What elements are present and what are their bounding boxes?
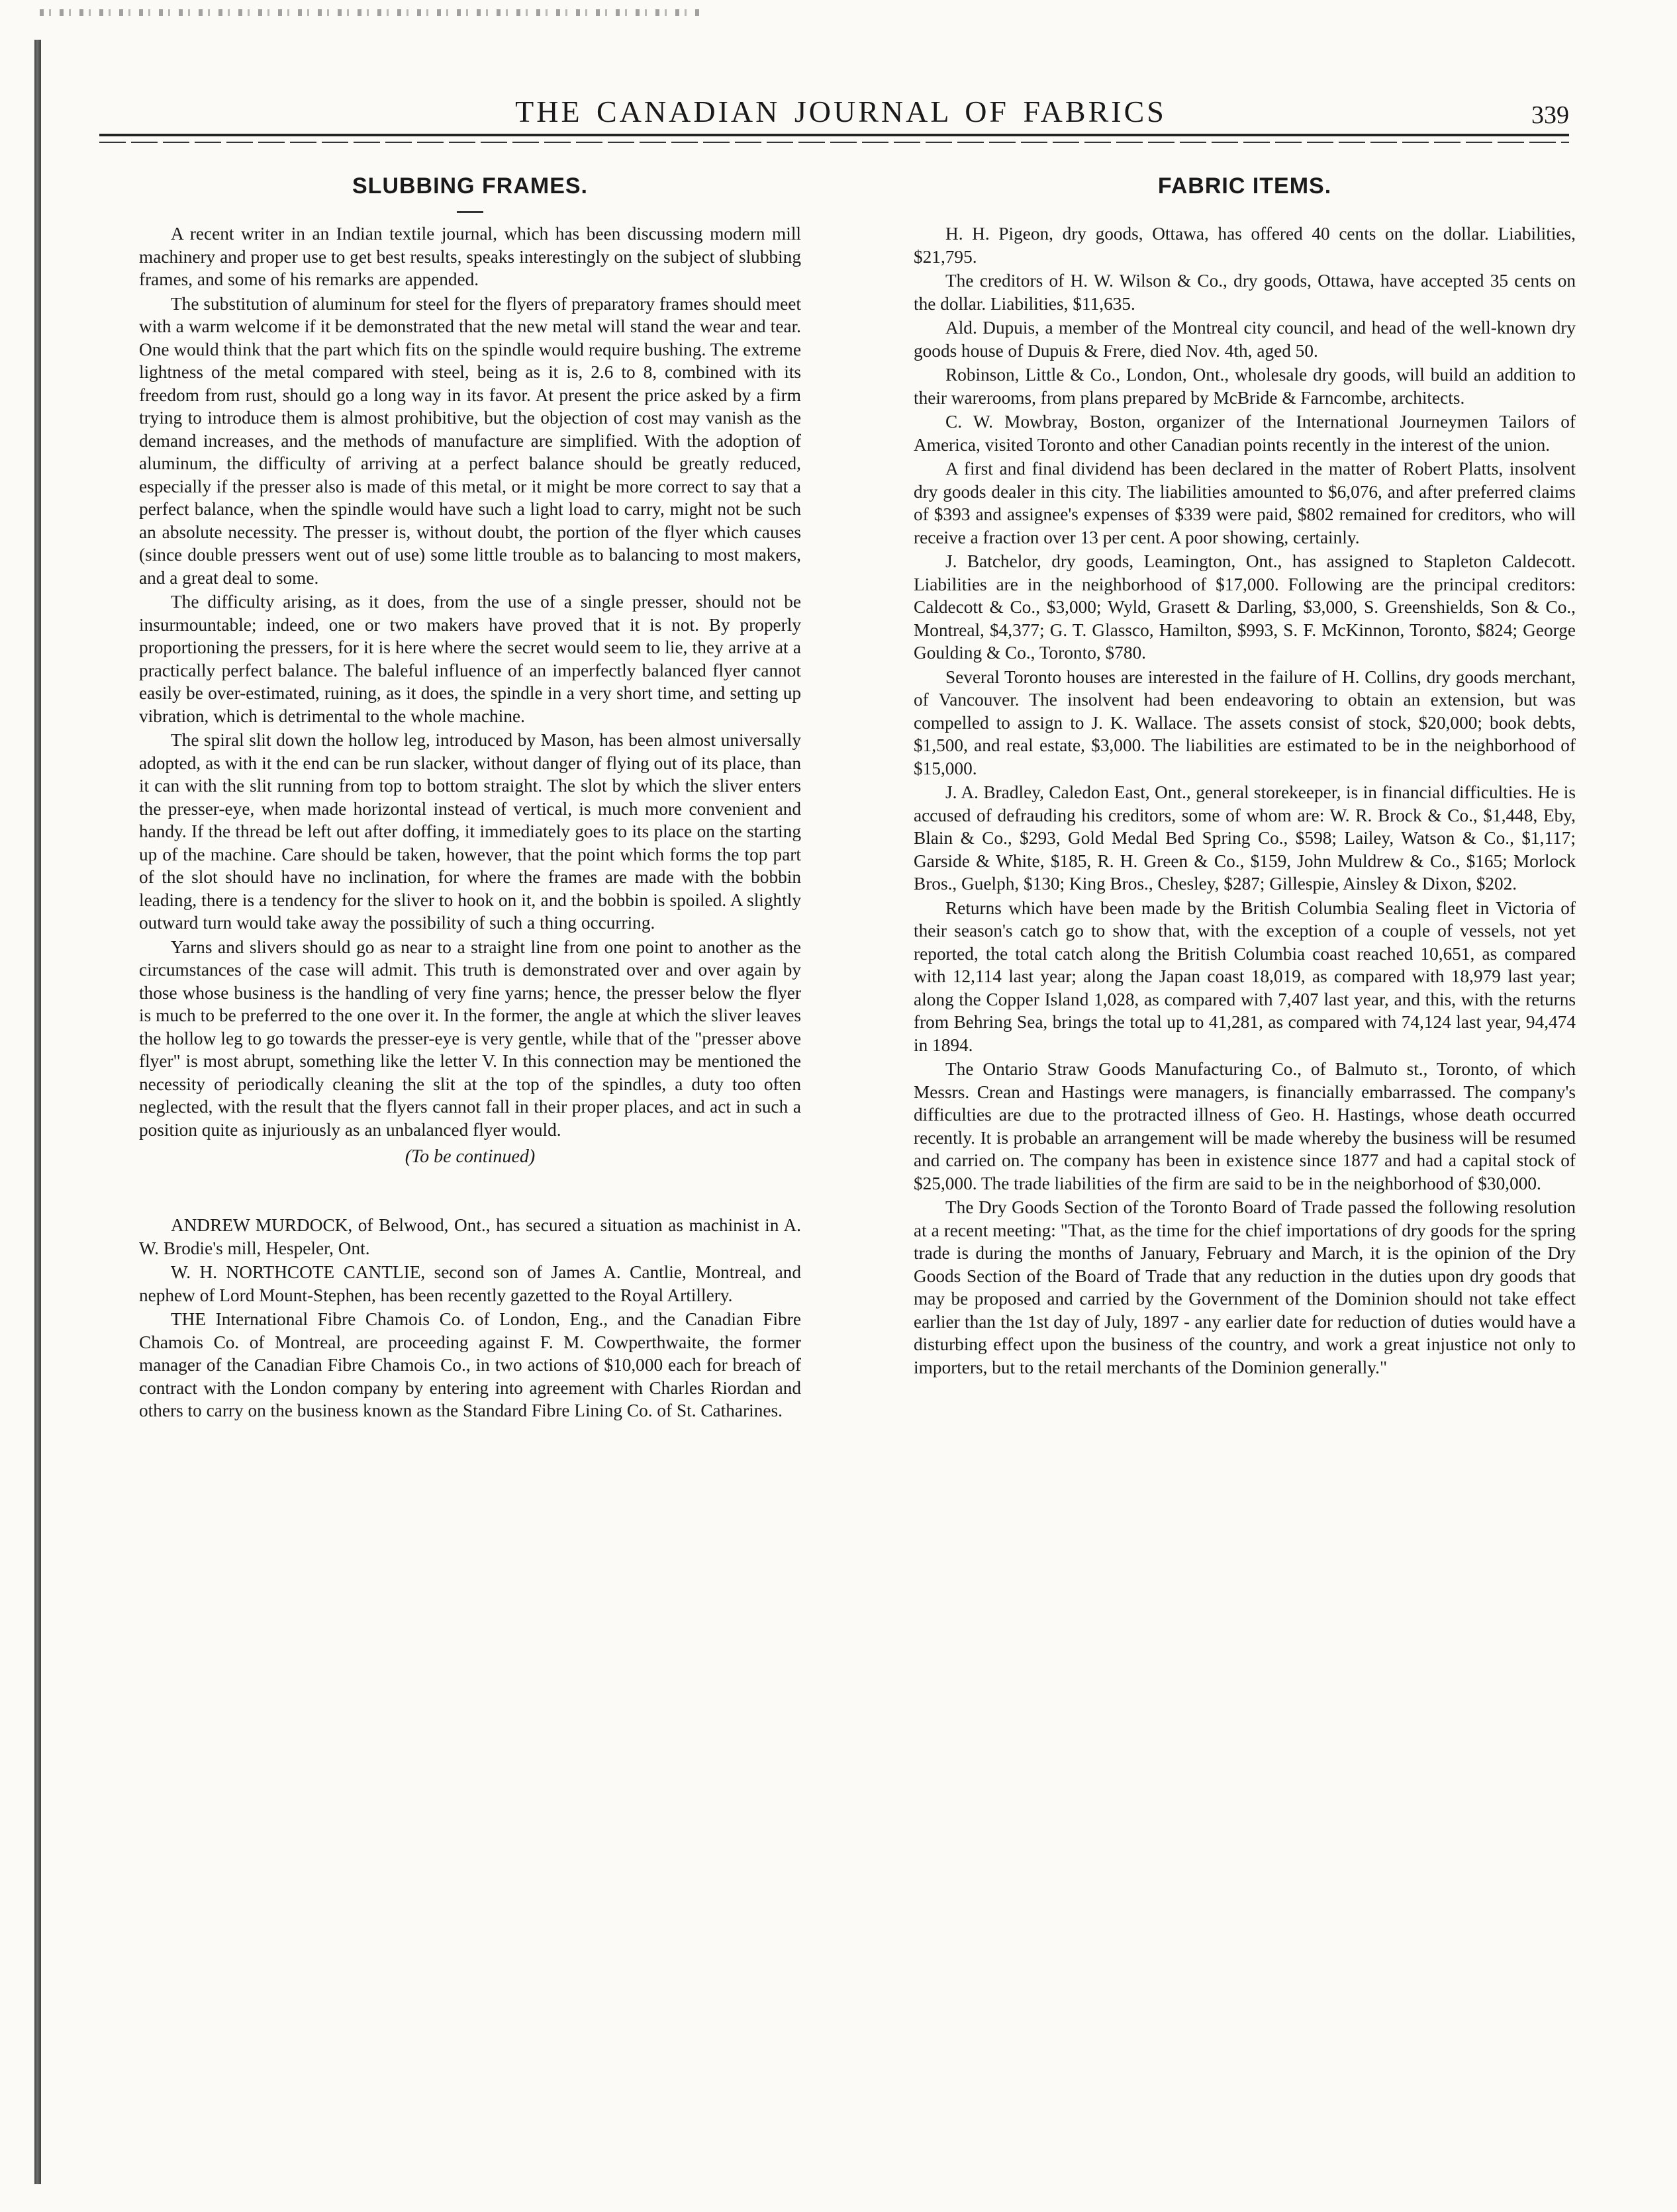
fabric-item: The creditors of H. W. Wilson & Co., dry goods, Ottawa, have accepted 35 cents on the dollar. Liabilities, $11,635. bbox=[914, 271, 1576, 314]
article-paragraph: The substitution of aluminum for steel for the flyers of preparatory frames should meet with a warm welcome if it be demonstrated that the new metal will stand the wear and tear. One would think that the part which fits on the spindle would require bushing. The extreme lightness of the metal compared with steel, being as it is, 2.6 to 8, combined with its freedom from rust, should go a long way in its favor. At present the price asked by a firm trying to introduce them is almost prohibitive, but the objection of cost may vanish as the demand increases, and the methods of manufacture are simplified. With the adoption of aluminum, the difficulty of arriving at a perfect balance should be greatly reduced, especially if the presser also is made of this metal, or it might be more correct to say that a perfect balance, when the spindle would have such a light load to carry, might not be such an absolute necessity. The presser is, without doubt, the portion of the flyer which causes (since double pressers went out of use) some little trouble as to balancing to most makers, and a great deal to some. bbox=[139, 293, 801, 588]
article-paragraph: The difficulty arising, as it does, from the use of a single presser, should not be insurmountable; indeed, one or two makers have proved that it is not. By properly proportioning the pressers, for it is here where the secret would seem to lie, they arrive at a practically perfect balance. The baleful influence of an imperfectly balanced flyer cannot easily be over-estimated, ruining, as it does, the spindle in a very short time, and setting up vibration, which is detrimental to the whole machine. bbox=[139, 592, 801, 726]
news-item bbox=[139, 1261, 801, 1307]
fabric-item: H. H. Pigeon, dry goods, Ottawa, has offered 40 cents on the dollar. Liabilities, $21,795. bbox=[914, 224, 1576, 267]
left-column bbox=[139, 173, 801, 1424]
article-heading: SLUBBING FRAMES. bbox=[352, 173, 588, 199]
fabric-item: The Dry Goods Section of the Toronto Board of Trade passed the following resolution at a recent meeting: "That, as the time for the chief importations of dry goods for the spring trade is during the months of January, February and March, it is the opinion of the Dry Goods Section of the Board of Trade that any reduction in the duties upon dry goods that may be proposed and carried by the Government of the Dominion should not take effect earlier than the 1st day of July, 1897 - any earlier date for reduction of duties would have a disturbing effect upon the business of the country, and work a great injustice not only to importers, but to the retail merchants of the Dominion generally." bbox=[914, 1197, 1576, 1377]
scan-noise bbox=[40, 9, 702, 16]
news-item-name: THE bbox=[171, 1309, 207, 1329]
header-rule-dashed bbox=[99, 142, 1569, 143]
fabric-item: J. A. Bradley, Caledon East, Ont., general storekeeper, is in financial difficulties. He is accused of defrauding his creditors, some of whom are: W. R. Brock & Co., $1,448, Eby, Blain & Co., $293, Gold Medal Bed Spring Co., $598; Lailey, Watson & Co., $1,117; Garside & White, $185, R. H. Green & Co., $159, John Muldrew & Co., $165; Morlock Bros., Guelph, $130; King Bros., Chesley, $287; Gillespie, Ainsley & Dixon, $202. bbox=[914, 782, 1576, 894]
running-title: THE CANADIAN JOURNAL OF FABRICS bbox=[515, 95, 1167, 128]
heading-dash bbox=[457, 211, 483, 213]
article-paragraph: The spiral slit down the hollow leg, introduced by Mason, has been almost universally adopted, as with it the end can be run slacker, without danger of flying out of its place, than it can with the slit running from top to bottom straight. The slot by which the sliver enters the presser-eye, when made horizontal instead of vertical, is much more convenient and handy. If the thread be left out after doffing, it immediately goes to its place on the starting up of the machine. Care should be taken, however, that the point which forms the top part of the slot should have no inclination, for where the frames are made with the bobbin leading, there is a tendency for the sliver to hook on it, and the bobbin is spoiled. A slightly outward turn would take away the possibility of such a thing occurring. bbox=[139, 730, 801, 933]
right-column bbox=[914, 173, 1576, 1380]
article-paragraph: A recent writer in an Indian textile journal, which has been discussing modern mill machinery and proper use to get best results, speaks interestingly on the subject of slubbing frames, and some of his remarks are appended. bbox=[139, 224, 801, 289]
fabric-item: The Ontario Straw Goods Manufacturing Co., of Balmuto st., Toronto, of which Messrs. Crean and Hastings were managers, is financially embarrassed. The company's difficulties are due to the protracted illness of Geo. H. Hastings, whose death occurred recently. It is probable an arrangement will be made whereby the business will be resumed and carried on. The company has been in existence since 1877 and had a capital stock of $25,000. The trade liabilities of the firm are said to be in the neighborhood of $30,000. bbox=[914, 1059, 1576, 1193]
news-item-name: W. H. NORTHCOTE CANTLIE bbox=[171, 1262, 421, 1282]
page-number: 339 bbox=[1531, 101, 1569, 129]
news-item-text: , of Belwood, Ont., has secured a situation as machinist in A. W. Brodie's mill, Hespeler, Ont. bbox=[139, 1215, 801, 1258]
fabric-item: Ald. Dupuis, a member of the Montreal city council, and head of the well-known dry goods house of Dupuis & Frere, died Nov. 4th, aged 50. bbox=[914, 318, 1576, 361]
fabric-item: A first and final dividend has been declared in the matter of Robert Platts, insolvent dry goods dealer in this city. The liabilities amounted to $6,076, and after preferred claims of $393 and assignee's expenses of $339 were paid, $802 remained for creditors, who will receive a fraction over 13 per cent. A poor showing, certainly. bbox=[914, 459, 1576, 547]
fabric-item: Robinson, Little & Co., London, Ont., wholesale dry goods, will build an addition to their warerooms, from plans prepared by McBride & Farncombe, architects. bbox=[914, 365, 1576, 408]
fabric-item: Returns which have been made by the British Columbia Sealing fleet in Victoria of their season's catch go to show that, with the exception of a couple of vessels, not yet reported, the total catch along the British Columbia coast reached 10,651, as compared with 12,114 last year; along the Japan coast 18,019, as compared with 18,979 last year; along the Copper Island 1,028, as compared with 7,407 last year, and this, with the returns from Behring Sea, brings the total up to 41,281, as compared with 74,124 last year, 94,474 in 1894. bbox=[914, 898, 1576, 1055]
article-paragraph: Yarns and slivers should go as near to a straight line from one point to another as the circumstances of the case will admit. This truth is demonstrated over and over again by those whose business is the handling of very fine yarns; hence, the presser below the flyer is much to be preferred to the one over it. In the former, the angle at which the sliver leaves the hollow leg to go towards the presser-eye is very gentle, while that of the "presser above flyer" is most abrupt, something like the letter V. In this connection may be mentioned the necessity of periodically cleaning the slit at the top of the spindles, a duty too often neglected, with the result that the flyers cannot fall in their proper places, and act in such a position quite as injuriously as an unbalanced flyer would. bbox=[139, 937, 801, 1140]
binding-edge bbox=[34, 40, 41, 2184]
news-item-name: ANDREW MURDOCK bbox=[171, 1215, 348, 1235]
news-item-text: International Fibre Chamois Co. of London, Eng., and the Canadian Fibre Chamois Co. of Montreal, are proceeding against F. M. Cowperthwaite, the former manager of the Canadian Fibre Chamois Co., in two actions of $10,000 each for breach of contract with the London company by entering into agreement with Charles Riordan and others to carry on the business known as the Standard Fibre Lining Co. of St. Catharines. bbox=[139, 1309, 801, 1420]
header-rule bbox=[99, 134, 1569, 136]
fabric-item: C. W. Mowbray, Boston, organizer of the International Journeymen Tailors of America, visited Toronto and other Canadian points recently in the interest of the union. bbox=[914, 412, 1576, 455]
page-header bbox=[113, 91, 1569, 131]
fabric-item: J. Batchelor, dry goods, Leamington, Ont., has assigned to Stapleton Caldecott. Liabilities are in the neighborhood of $17,000. Following are the principal creditors: Caldecott & Co., $3,000; Wyld, Grasett & Darling, $3,000, S. Greenshields, Son & Co., Montreal, $4,377; G. T. Glassco, Hamilton, $993, S. F. McKinnon, Toronto, $824; George Goulding & Co., Toronto, $780. bbox=[914, 551, 1576, 663]
news-item-text: , second son of James A. Cantlie, Montreal, and nephew of Lord Mount-Stephen, has been recently gazetted to the Royal Artillery. bbox=[139, 1262, 801, 1305]
section-heading: FABRIC ITEMS. bbox=[1157, 173, 1332, 199]
fabric-item: Several Toronto houses are interested in the failure of H. Collins, dry goods merchant, of Vancouver. The insolvent had been endeavoring to obtain an extension, but was compelled to assign to J. K. Wallace. The assets consist of stock, $20,000; book debts, $1,500, and real estate, $3,000. The liabilities are estimated to be in the neighborhood of $15,000. bbox=[914, 667, 1576, 778]
news-item bbox=[139, 1308, 801, 1422]
news-item bbox=[139, 1214, 801, 1260]
continued-note: (To be continued) bbox=[405, 1146, 536, 1167]
